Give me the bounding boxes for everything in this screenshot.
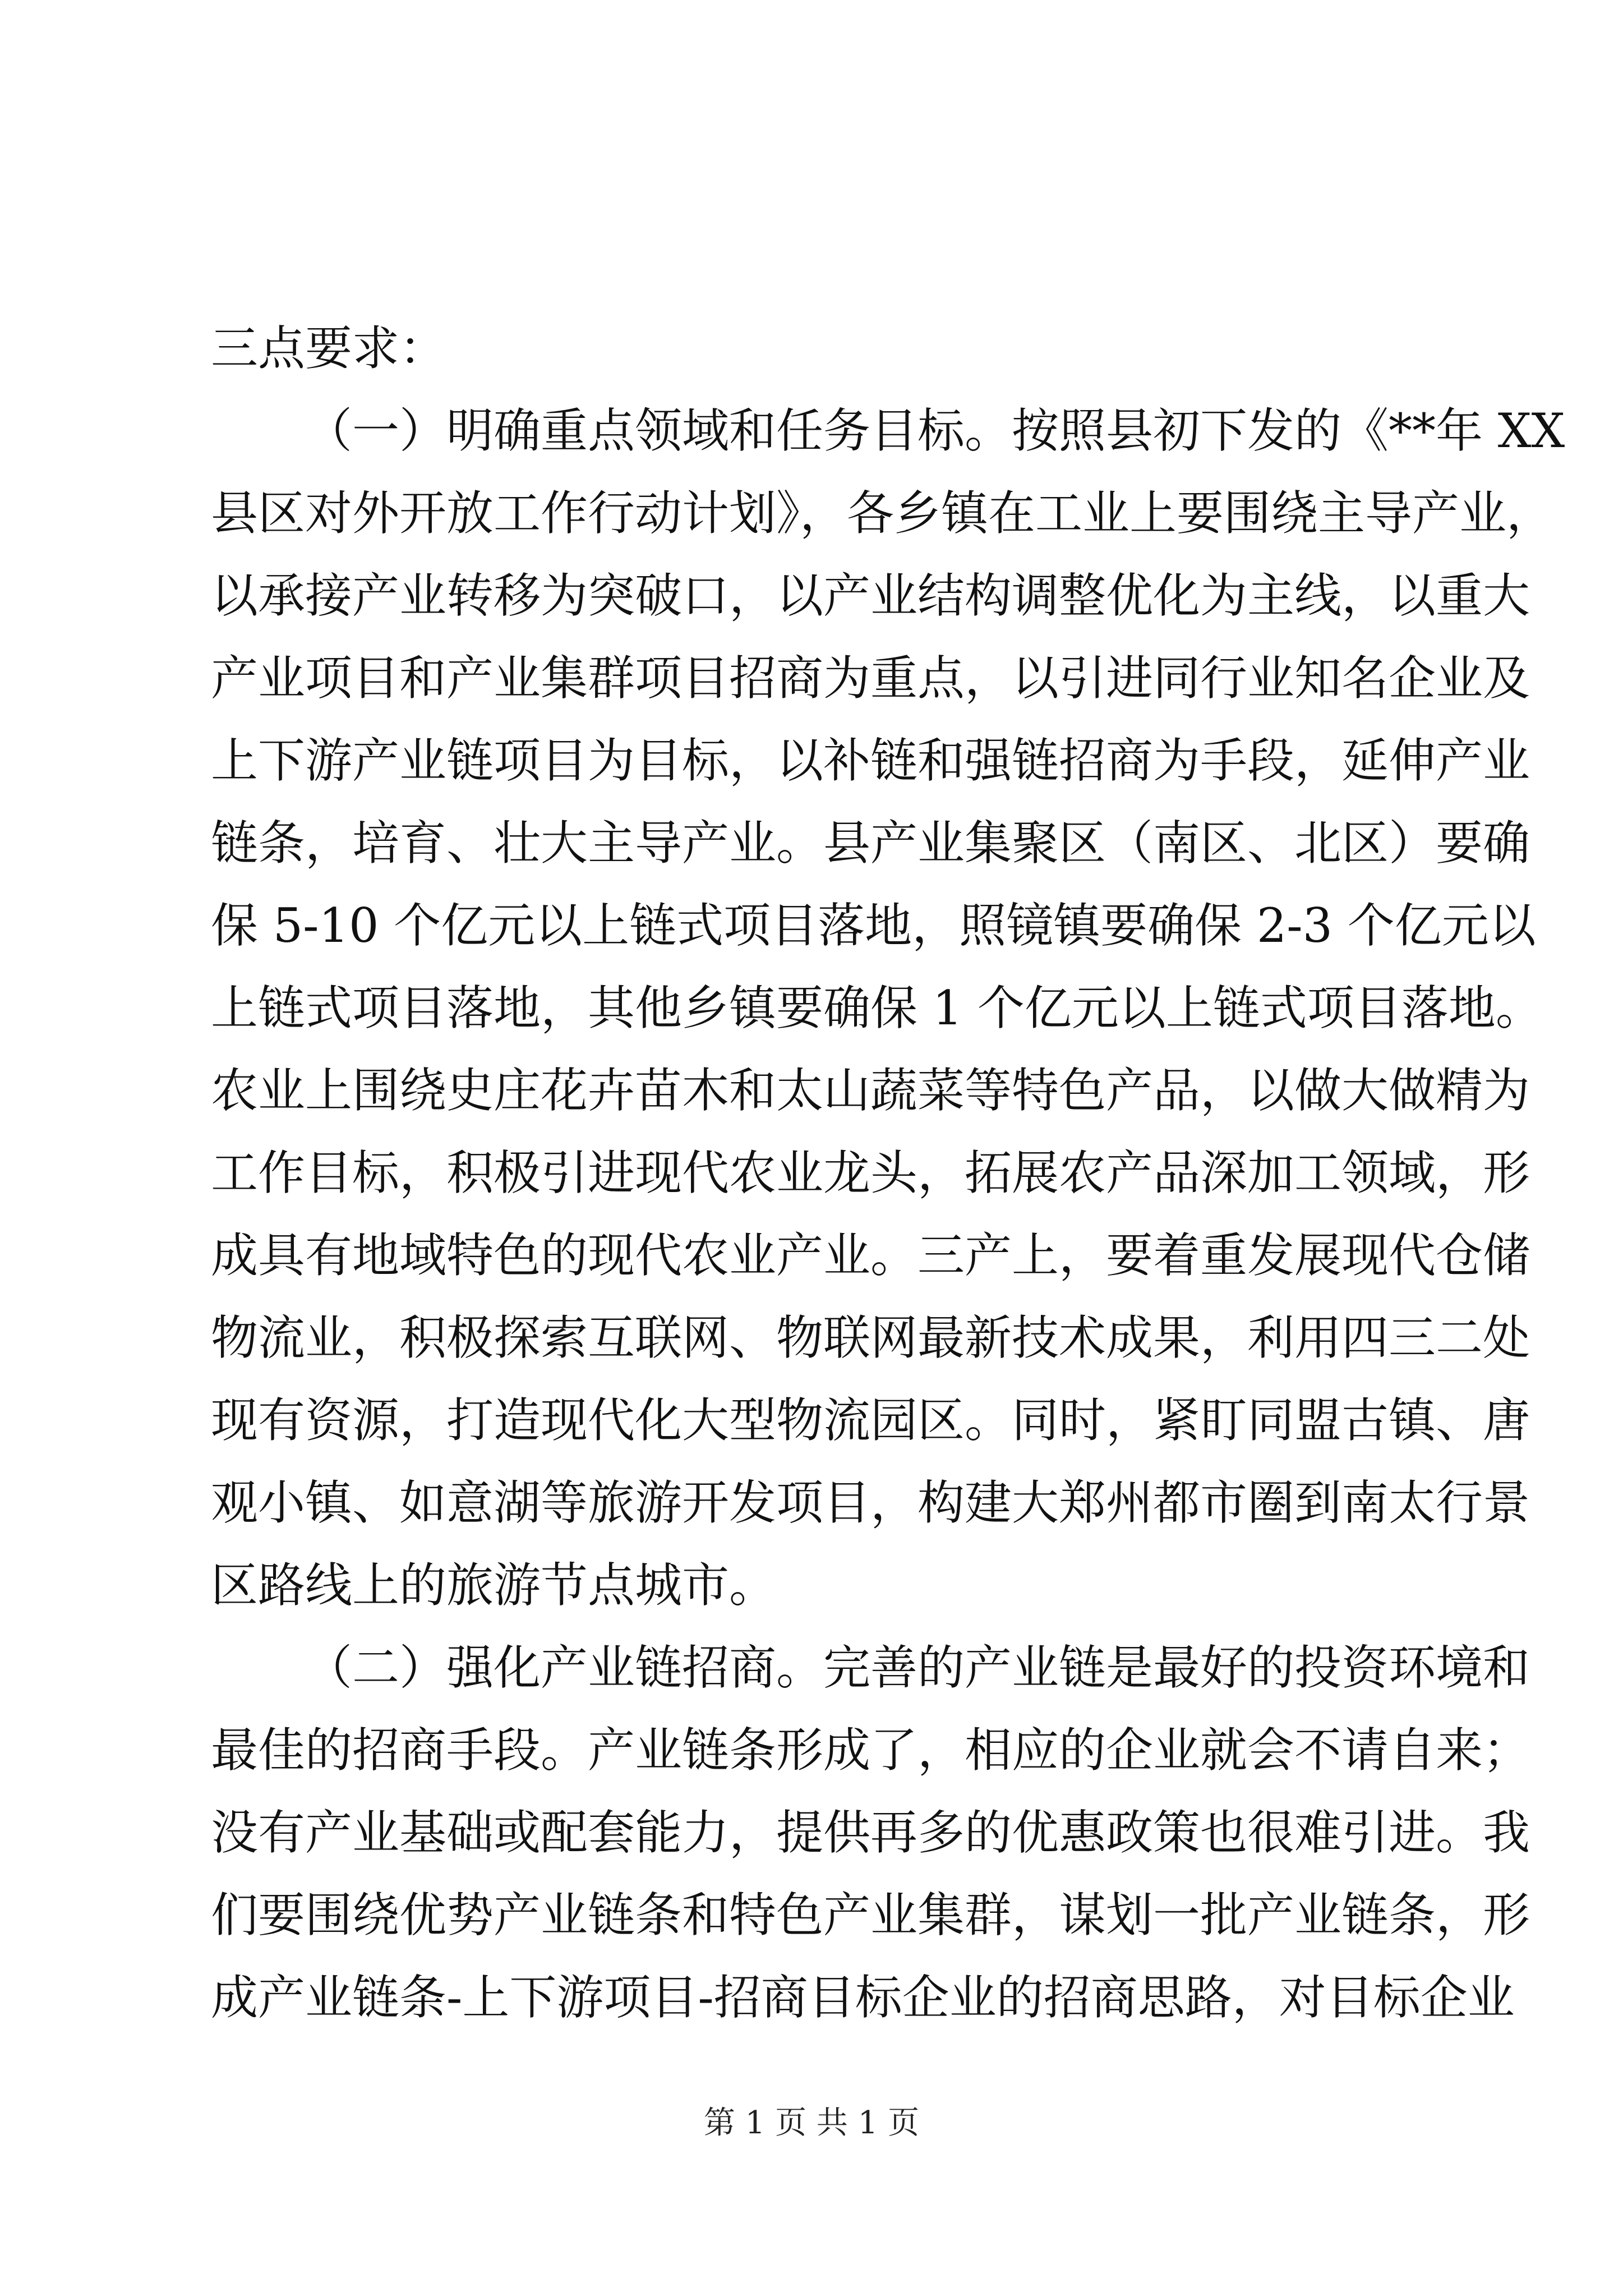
text-line: 保 5-10 个亿元以上链式项目落地，照镜镇要确保 2-3 个亿元以 xyxy=(211,898,1536,953)
text-line: 农业上围绕史庄花卉苗木和太山蔬菜等特色产品，以做大做精为 xyxy=(211,1063,1530,1118)
text-line: 县区对外开放工作行动计划》，各乡镇在工业上要围绕主导产业， xyxy=(211,486,1554,541)
document-body xyxy=(211,307,1565,2039)
text-line: 最佳的招商手段。产业链条形成了，相应的企业就会不请自来； xyxy=(211,1723,1530,1778)
text-line: 观小镇、如意湖等旅游开发项目，构建大郑州都市圈到南太行景 xyxy=(211,1475,1530,1530)
text-line: 物流业，积极探索互联网、物联网最新技术成果，利用四三二处 xyxy=(211,1310,1530,1365)
text-line: 区路线上的旅游节点城市。 xyxy=(211,1558,777,1613)
text-line: 链条，培育、壮大主导产业。县产业集聚区（南区、北区）要确 xyxy=(211,816,1530,871)
text-line: 成具有地域特色的现代农业产业。三产上，要着重发展现代仓储 xyxy=(211,1228,1530,1283)
text-line: 现有资源，打造现代化大型物流园区。同时，紧盯同盟古镇、唐 xyxy=(211,1393,1530,1448)
text-line: 上下游产业链项目为目标，以补链和强链招商为手段，延伸产业 xyxy=(211,733,1530,788)
text-line: 产业项目和产业集群项目招商为重点，以引进同行业知名企业及 xyxy=(211,651,1530,706)
page-footer: 第 1 页 共 1 页 xyxy=(703,2105,920,2141)
text-line: 没有产业基础或配套能力，提供再多的优惠政策也很难引进。我 xyxy=(211,1805,1530,1860)
text-line: 们要围绕优势产业链条和特色产业集群，谋划一批产业链条，形 xyxy=(211,1888,1530,1943)
text-line: 上链式项目落地，其他乡镇要确保 1 个亿元以上链式项目落地。 xyxy=(211,981,1543,1036)
text-line: （一）明确重点领域和任务目标。按照县初下发的《**年 XX xyxy=(305,403,1565,458)
paragraph-heading: 三点要求： xyxy=(211,321,447,376)
text-line: 成产业链条-上下游项目-招商目标企业的招商思路，对目标企业 xyxy=(211,1970,1515,2025)
text-line: （二）强化产业链招商。完善的产业链是最好的投资环境和 xyxy=(305,1640,1530,1695)
text-line: 以承接产业转移为突破口，以产业结构调整优化为主线，以重大 xyxy=(211,568,1530,623)
text-line: 工作目标，积极引进现代农业龙头，拓展农产品深加工领域，形 xyxy=(211,1145,1530,1200)
